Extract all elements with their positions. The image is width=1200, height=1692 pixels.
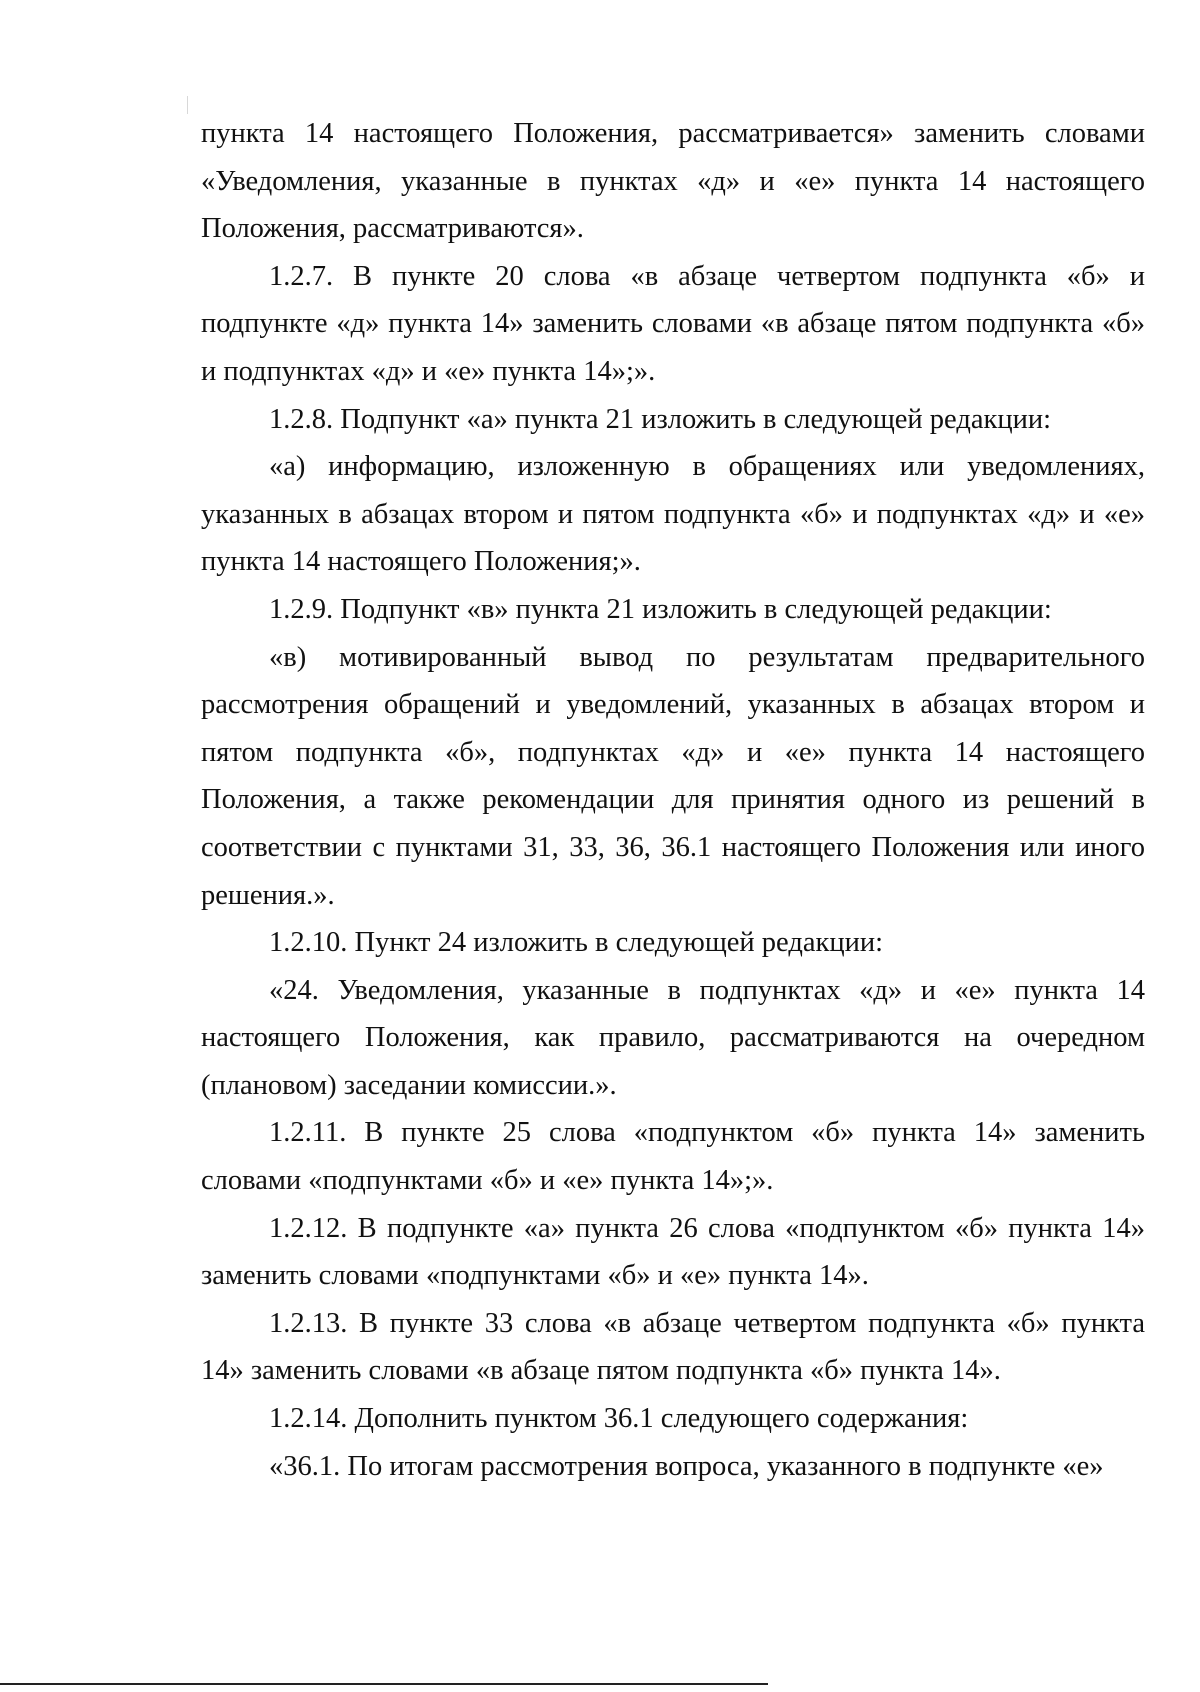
paragraph-1-2-13: 1.2.13. В пункте 33 слова «в абзаце четвертом подпункта «б» пункта 14» заменить словами «в абзаце пятом подпункта «б» пункта 14». xyxy=(201,1307,1145,1387)
scan-artifact-mark xyxy=(187,96,188,114)
page-bottom-edge-line xyxy=(0,1683,768,1685)
paragraph-1-2-10: 1.2.10. Пункт 24 изложить в следующей редакции: xyxy=(269,927,883,959)
paragraph-quote-a: «а) информацию, изложенную в обращениях или уведомлениях, указанных в абзацах втором и пятом подпункта «б» и подпунктах «д» и «е» пункта 14 настоящего Положения;». xyxy=(201,451,1145,578)
paragraph-1-2-9: 1.2.9. Подпункт «в» пункта 21 изложить в следующей редакции: xyxy=(269,593,1052,625)
paragraph-1-2-7: 1.2.7. В пункте 20 слова «в абзаце четвертом подпункта «б» и подпункте «д» пункта 14» заменить словами «в абзаце пятом подпункта «б» и подпунктах «д» и «е» пункта 14»;». xyxy=(201,260,1145,387)
document-body xyxy=(201,110,1145,1490)
paragraph-quote-36-1: «36.1. По итогам рассмотрения вопроса, указанного в подпункте «е» xyxy=(269,1450,1104,1482)
paragraph-quote-v: «в) мотивированный вывод по результатам предварительного рассмотрения обращений и уведомлений, указанных в абзацах втором и пятом подпункта «б», подпунктах «д» и «е» пункта 14 настоящего Положения, а также рекомендации для принятия одного из решений в соответствии с пунктами 31, 33, 36, 36.1 настоящего Положения или иного решения.». xyxy=(201,641,1145,911)
paragraph-quote-24: «24. Уведомления, указанные в подпунктах «д» и «е» пункта 14 настоящего Положения, как правило, рассматриваются на очередном (плановом) заседании комиссии.». xyxy=(201,974,1145,1101)
paragraph-1-2-11: 1.2.11. В пункте 25 слова «подпунктом «б» пункта 14» заменить словами «подпунктами «б» и «е» пункта 14»;». xyxy=(201,1117,1145,1197)
paragraph-1-2-14: 1.2.14. Дополнить пунктом 36.1 следующего содержания: xyxy=(269,1403,969,1435)
paragraph-1-2-12: 1.2.12. В подпункте «а» пункта 26 слова «подпунктом «б» пункта 14» заменить словами «подпунктами «б» и «е» пункта 14». xyxy=(201,1212,1145,1292)
paragraph-continuation: пункта 14 настоящего Положения, рассматривается» заменить словами «Уведомления, указанные в пунктах «д» и «е» пункта 14 настоящего Положения, рассматриваются». xyxy=(201,118,1145,245)
paragraph-1-2-8: 1.2.8. Подпункт «а» пункта 21 изложить в следующей редакции: xyxy=(269,403,1051,435)
